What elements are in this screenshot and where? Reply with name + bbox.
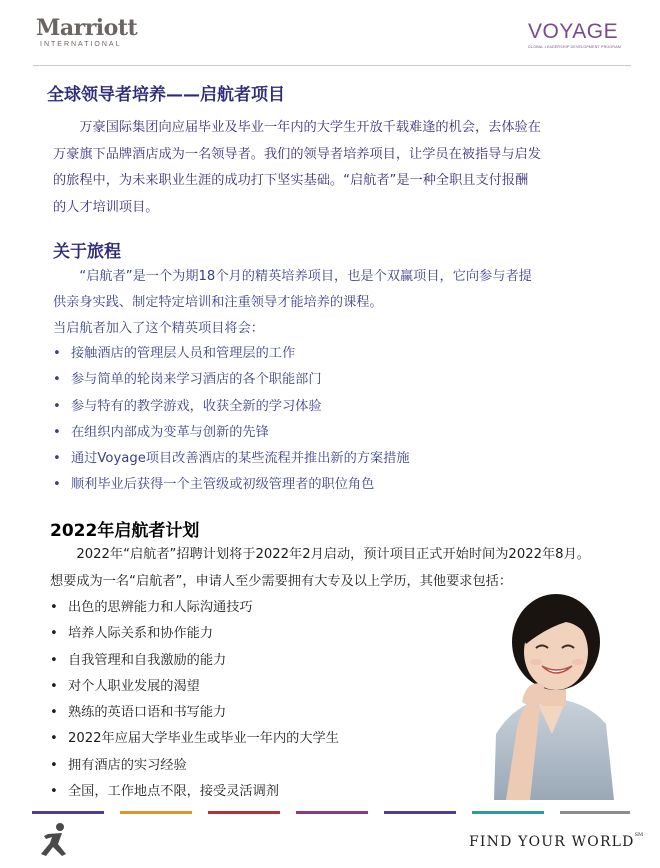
footer-color-bar xyxy=(120,811,192,814)
bullet-icon: • xyxy=(53,372,61,388)
list-item: • 接触酒店的管理层人员和管理层的工作 xyxy=(53,341,410,367)
paragraph-line: 当启航者加入了这个精英项目将会： xyxy=(53,321,264,336)
runner-icon xyxy=(38,822,72,862)
marriott-logo xyxy=(36,16,146,50)
list-item: • 出色的思辨能力和人际沟通技巧 xyxy=(50,595,339,621)
paragraph-line: 的旅程中，为未来职业生涯的成功打下坚实基础。“启航者”是一种全职且支付报酬 xyxy=(53,173,529,188)
bullet-icon: • xyxy=(50,757,58,773)
list-item: • 参与特有的教学游戏，收获全新的学习体验 xyxy=(53,394,410,420)
header-divider xyxy=(33,65,631,66)
list-item: • 在组织内部成为变革与创新的先锋 xyxy=(53,420,410,446)
paragraph-line: “启航者”是一个为期18个月的精英培养项目，也是个双赢项目，它向参与者提 xyxy=(53,269,532,284)
footer-color-bar xyxy=(296,811,368,814)
bullet-icon: • xyxy=(50,731,58,747)
smiling-woman-photo xyxy=(486,584,618,800)
footer-color-bar xyxy=(208,811,280,814)
footer-color-bar xyxy=(472,811,544,814)
program-intro-paragraph xyxy=(53,115,613,221)
bullet-icon: • xyxy=(53,398,61,414)
footer-color-bar xyxy=(32,811,104,814)
service-mark: SM xyxy=(634,832,644,838)
section-title-2022-plan: 2022年启航者计划 xyxy=(50,521,200,541)
list-item: • 熟练的英语口语和书写能力 xyxy=(50,700,339,726)
bullet-icon: • xyxy=(53,477,61,493)
paragraph-line: 万豪旗下品牌酒店成为一名领导者。我们的领导者培养项目，让学员在被指导与启发 xyxy=(53,146,541,162)
marriott-logo-subtitle: INTERNATIONAL xyxy=(40,41,122,48)
requirements-list xyxy=(50,595,339,805)
list-item: • 自我管理和自我激励的能力 xyxy=(50,648,339,674)
bullet-icon: • xyxy=(50,784,58,800)
bullet-icon: • xyxy=(53,451,61,467)
voyage-logo xyxy=(528,20,628,50)
paragraph-line: 万豪国际集团向应届毕业及毕业一年内的大学生开放千载难逢的机会，去体验在 xyxy=(53,120,541,135)
bullet-icon: • xyxy=(50,652,58,668)
bullet-icon: • xyxy=(53,424,61,440)
list-item: • 2022年应届大学毕业生或毕业一年内的大学生 xyxy=(50,726,339,752)
paragraph-line: 的人才培训项目。 xyxy=(53,199,159,215)
bullet-icon: • xyxy=(50,705,58,721)
bullet-icon: • xyxy=(53,346,61,361)
list-item: • 全国，工作地点不限，接受灵活调剂 xyxy=(50,779,339,805)
voyage-logo-wordmark: VOYAGE xyxy=(528,20,619,43)
list-item: • 通过Voyage项目改善酒店的某些流程并推出新的方案措施 xyxy=(53,446,410,472)
bullet-icon: • xyxy=(50,600,58,615)
list-item: • 培养人际关系和协作能力 xyxy=(50,621,339,647)
list-item: • 对个人职业发展的渴望 xyxy=(50,674,339,700)
footer-color-bar xyxy=(560,811,630,814)
list-item: • 顺利毕业后获得一个主管级或初级管理者的职位角色 xyxy=(53,472,410,498)
footer-tagline: FIND YOUR WORLD℠ xyxy=(469,832,644,850)
paragraph-line: 供亲身实践、制定特定培训和注重领导才能培养的课程。 xyxy=(53,295,383,310)
journey-benefits-list xyxy=(53,341,410,499)
paragraph-line: 2022年“启航者”招聘计划将于2022年2月启动，预计项目正式开始时间为2022年8月。 xyxy=(50,547,590,562)
paragraph-line: 想要成为一名“启航者”，申请人至少需要拥有大专及以上学历，其他要求包括： xyxy=(50,573,513,589)
list-item: • 拥有酒店的实习经验 xyxy=(50,753,339,779)
bullet-icon: • xyxy=(50,678,58,694)
bullet-icon: • xyxy=(50,626,58,642)
footer-color-bar xyxy=(384,811,456,814)
section-title-program: 全球领导者培养——启航者项目 xyxy=(47,85,285,105)
journey-paragraph xyxy=(53,264,613,342)
list-item: • 参与简单的轮岗来学习酒店的各个职能部门 xyxy=(53,367,410,393)
section-title-journey: 关于旅程 xyxy=(53,242,121,262)
marriott-logo-wordmark: Marriott xyxy=(36,15,138,41)
voyage-logo-subtitle: GLOBAL LEADERSHIP DEVELOPMENT PROGRAM xyxy=(528,45,622,49)
